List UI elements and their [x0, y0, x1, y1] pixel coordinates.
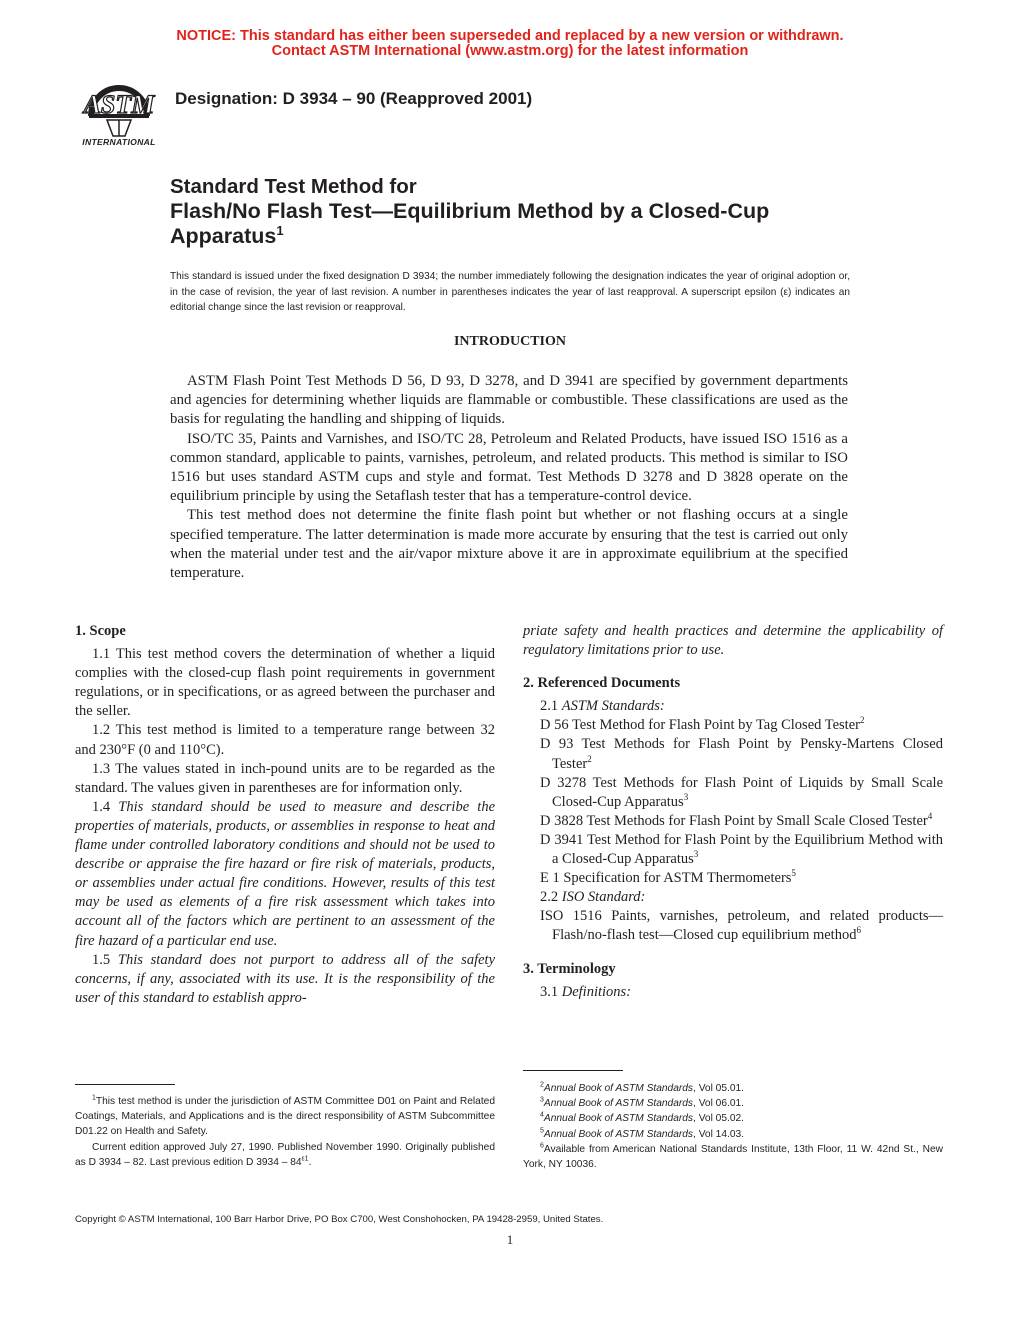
terminology-heading: 3. Terminology	[523, 960, 616, 977]
scope-heading: 1. Scope	[75, 623, 126, 639]
left-column	[75, 622, 495, 1008]
reference-item: D 56 Test Method for Flash Point by Tag Closed Tester$^2$	[540, 715, 865, 734]
reference-item: D 93 Test Methods for Flash Point by Pensky-Martens Closed Tester$^2$	[540, 736, 943, 772]
para-1-1: 1.1 This test method covers the determination of whether a liquid complies with the closed-cup flash point requirements in government regulations, or in specifications, or as agreed between the purchaser and the seller.	[75, 646, 495, 720]
para-1-2: 1.2 This test method is limited to a temperature range between 32 and 230°F (0 and 110°C).	[75, 722, 495, 758]
para-1-5-continued: priate safety and health practices and determine the applicability of regulatory limitations prior to use.	[523, 623, 943, 659]
intro-paragraph: This test method does not determine the finite flash point but whether or not flashing occurs at a single specified temperature. The latter determination is made more accurate by ensuring that the test is carried out only when the material under test and the air/vapor mixture above it are in approximate equilibrium at the specified temperature.	[170, 507, 848, 582]
intro-paragraph: ASTM Flash Point Test Methods D 56, D 93, D 3278, and D 3941 are specified by government departments and agencies for determining whether liquids are flammable or combustible. These classifications are used as the basis for regulating the handling and shipping of liquids.	[170, 373, 848, 428]
reference-item: D 3941 Test Method for Flash Point by the Equilibrium Method with a Closed-Cup Apparatus$^3$	[540, 831, 943, 868]
introduction-heading: INTRODUCTION	[453, 334, 566, 349]
para-1-5: 1.5 This standard does not purport to address all of the safety concerns, if any, associated with its use. It is the responsibility of the user of this standard to establish appro-	[75, 951, 496, 1006]
footnote-rule-right	[523, 1070, 623, 1071]
preamble: This standard is issued under the fixed designation D 3934; the number immediately following the designation indicates the year of original adoption or, in the case of revision, the year of last revision. A number in parentheses indicates the year of last reapproval. A superscript epsilon (ε) indicates an editorial change since the last revision or reapproval.	[170, 271, 850, 313]
para-1-3: 1.3 The values stated in inch-pound units are to be regarded as the standard. The values given in parentheses are for information only.	[75, 760, 495, 796]
para-2-2: 2.2 ISO Standard:	[540, 889, 646, 906]
title-line-1: Standard Test Method for	[170, 175, 417, 198]
reference-item: E 1 Specification for ASTM Thermometers$^5$	[540, 868, 796, 887]
right-column	[523, 622, 943, 1002]
reference-list	[523, 716, 943, 888]
footnotes-left	[75, 1094, 495, 1170]
footnotes-right	[523, 1081, 943, 1172]
reference-item: D 3278 Test Methods for Flash Point of Liquids by Small Scale Closed-Cup Apparatus$^3$	[540, 774, 943, 810]
footnote-2: $^2$Annual Book of ASTM Standards, Vol 05.01.	[540, 1081, 745, 1094]
reference-item: D 3828 Test Methods for Flash Point by Small Scale Closed Tester$^4$	[540, 811, 933, 829]
footnote-6: $^6$Available from American National Standards Institute, 13th Floor, 11 W. 42nd St., New York, NY 10036.	[523, 1142, 943, 1171]
footnote-3: $^3$Annual Book of ASTM Standards, Vol 06.01.	[540, 1096, 745, 1110]
intro-paragraph: ISO/TC 35, Paints and Varnishes, and ISO/TC 28, Petroleum and Related Products, have issued ISO 1516 as a common standard, applicable to paints, varnishes, petroleum, and related products. This method is similar to ISO 1516 but uses standard ASTM cups and style and format. Test Methods D 3278 and D 3828 operate on the equilibrium principle by using the Setaflash tester that has a temperature-control device.	[170, 430, 848, 505]
footnote-5: $^5$Annual Book of ASTM Standards, Vol 14.03.	[540, 1127, 745, 1140]
title-line-3: Apparatus	[170, 224, 277, 248]
reference-item-iso: ISO 1516 Paints, varnishes, petroleum, and related products—Flash/no-flash test—Closed cup equilibrium method$^6$	[540, 908, 943, 944]
para-3-1: 3.1 Definitions:	[540, 983, 632, 1000]
footnote-rule-left	[75, 1084, 175, 1085]
designation: Designation: D 3934 – 90 (Reapproved 2001)	[175, 89, 533, 108]
notice-line-2: Contact ASTM International (www.astm.org) for the latest information	[271, 43, 749, 59]
title-line-2: Flash/No Flash Test—Equilibrium Method by a Closed-Cup	[170, 199, 770, 223]
footnote-1: $^1$This test method is under the jurisdiction of ASTM Committee D01 on Paint and Related Coatings, Materials, and Applications and is the direct responsibility of ASTM Subcommittee D01.22 on Health and Safety.	[75, 1094, 495, 1138]
title-footnote-mark: 1	[276, 222, 284, 238]
referenced-heading: 2. Referenced Documents	[523, 675, 681, 692]
logo-tagline: INTERNATIONAL	[82, 137, 156, 147]
para-1-4: 1.4 This standard should be used to measure and describe the properties of materials, products, or assemblies in response to heat and flame under controlled laboratory conditions and should not be used to describe or appraise the fire hazard or fire risk of materials, products, or assemblies under actual fire conditions. However, results of this test may be used as elements of a fire risk assessment which takes into account all of the factors which are pertinent to an assessment of the fire hazard of a particular end use.	[75, 798, 496, 949]
notice-line-1: NOTICE: This standard has either been superseded and replaced by a new version or withdrawn.	[176, 28, 844, 44]
copyright: Copyright © ASTM International, 100 Barr Harbor Drive, PO Box C700, West Conshohocken, PA 19428-2959, United States.	[75, 1214, 604, 1225]
introduction	[170, 372, 848, 583]
logo-letters: ASTM	[83, 90, 155, 119]
document-title	[170, 174, 930, 249]
footnote-4: $^4$Annual Book of ASTM Standards, Vol 05.02.	[540, 1112, 745, 1125]
para-2-1: 2.1 ASTM Standards:	[540, 698, 665, 715]
astm-logo	[77, 76, 161, 150]
footnote-1-edition: Current edition approved July 27, 1990. Published November 1990. Originally published as D 3934 – 82. Last previous edition D $3934 - 84^{\varepsilon 1}$.	[75, 1141, 495, 1168]
page-number: 1	[506, 1232, 514, 1247]
